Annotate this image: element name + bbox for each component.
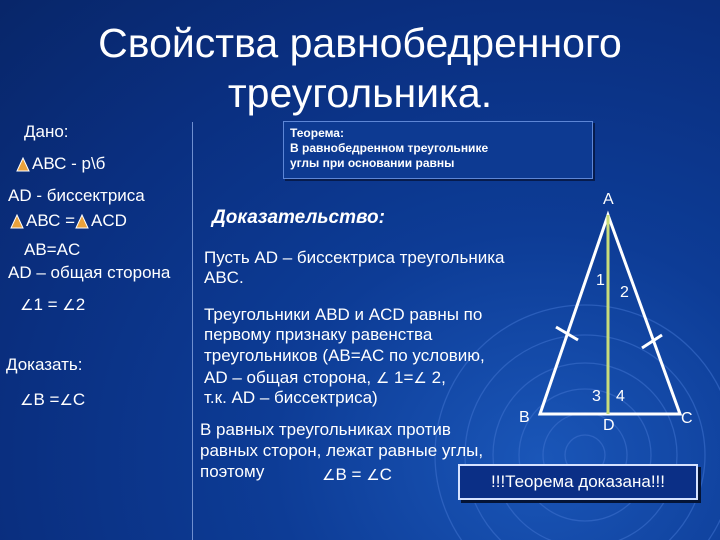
proof-angle-1: 1= <box>394 368 414 387</box>
proof-conclusion-c: С <box>379 465 392 484</box>
proof-conclusion-b: В = <box>335 465 362 484</box>
vertex-label-c: C <box>681 410 693 427</box>
given-angle-2: 2 <box>75 295 86 314</box>
angle-icon: ∠ <box>59 392 73 409</box>
theorem-heading: Теорема: <box>290 126 344 140</box>
angle-icon: ∠ <box>20 297 34 314</box>
angle-label-4: 4 <box>616 388 625 405</box>
proof-p3-line2: равных сторон, лежат равные углы, <box>200 441 484 460</box>
angle-icon: ∠ <box>413 370 427 387</box>
prove-angle-b: В = <box>33 390 60 409</box>
angle-label-2: 2 <box>620 284 629 301</box>
proof-p3-line3: поэтому <box>200 462 265 481</box>
theorem-proved-banner: !!!Теорема доказана!!! <box>458 464 698 500</box>
given-equal-triangles-left: АВС = <box>26 211 76 230</box>
angle-icon: ∠ <box>62 297 76 314</box>
prove-heading: Доказать: <box>6 355 83 374</box>
theorem-line-2: углы при основании равны <box>290 156 455 170</box>
vertex-label-b: B <box>519 409 530 426</box>
angle-icon: ∠ <box>366 467 380 484</box>
proof-p3-line1: В равных треугольниках против <box>200 420 451 439</box>
given-line-5: AD – общая сторона <box>8 263 171 282</box>
proof-angle-2: 2, <box>431 368 446 387</box>
angle-label-1: 1 <box>596 272 605 289</box>
proof-heading: Доказательство: <box>212 207 385 228</box>
given-line-2: AD - биссектриса <box>8 186 145 205</box>
vertex-label-a: A <box>603 191 614 208</box>
point-label-d: D <box>603 417 615 434</box>
proof-p1-line1: Пусть AD – биссектриса треугольника <box>204 248 505 267</box>
angle-label-3: 3 <box>592 388 601 405</box>
given-angle-1: 1 = <box>33 295 58 314</box>
given-equal-triangles-right: ACD <box>91 211 127 230</box>
given-isosceles-text: АВС - р\б <box>32 154 106 173</box>
proof-common-side: AD – общая сторона, <box>204 368 372 387</box>
given-line-4: AB=AC <box>24 240 81 259</box>
prove-angle-c: С <box>72 390 86 409</box>
proof-p1-line2: ABC. <box>204 268 244 287</box>
proof-p2-line3: треугольников (AB=AC по условию, <box>204 346 485 365</box>
page-title-line1: Свойства равнобедренного <box>98 20 622 66</box>
angle-icon: ∠ <box>20 392 34 409</box>
page-title-line2: треугольника. <box>227 70 493 116</box>
proof-p2-line1: Треугольники ABD и ACD равны по <box>204 305 483 324</box>
angle-icon: ∠ <box>375 370 390 387</box>
proof-p2-line5: т.к. AD – биссектриса) <box>204 388 378 407</box>
angle-icon: ∠ <box>322 467 336 484</box>
triangle-abc <box>540 215 680 414</box>
theorem-line-1: В равнобедренном треугольнике <box>290 141 489 155</box>
given-heading: Дано: <box>24 122 69 141</box>
proof-p2-line2: первому признаку равенства <box>204 325 433 344</box>
